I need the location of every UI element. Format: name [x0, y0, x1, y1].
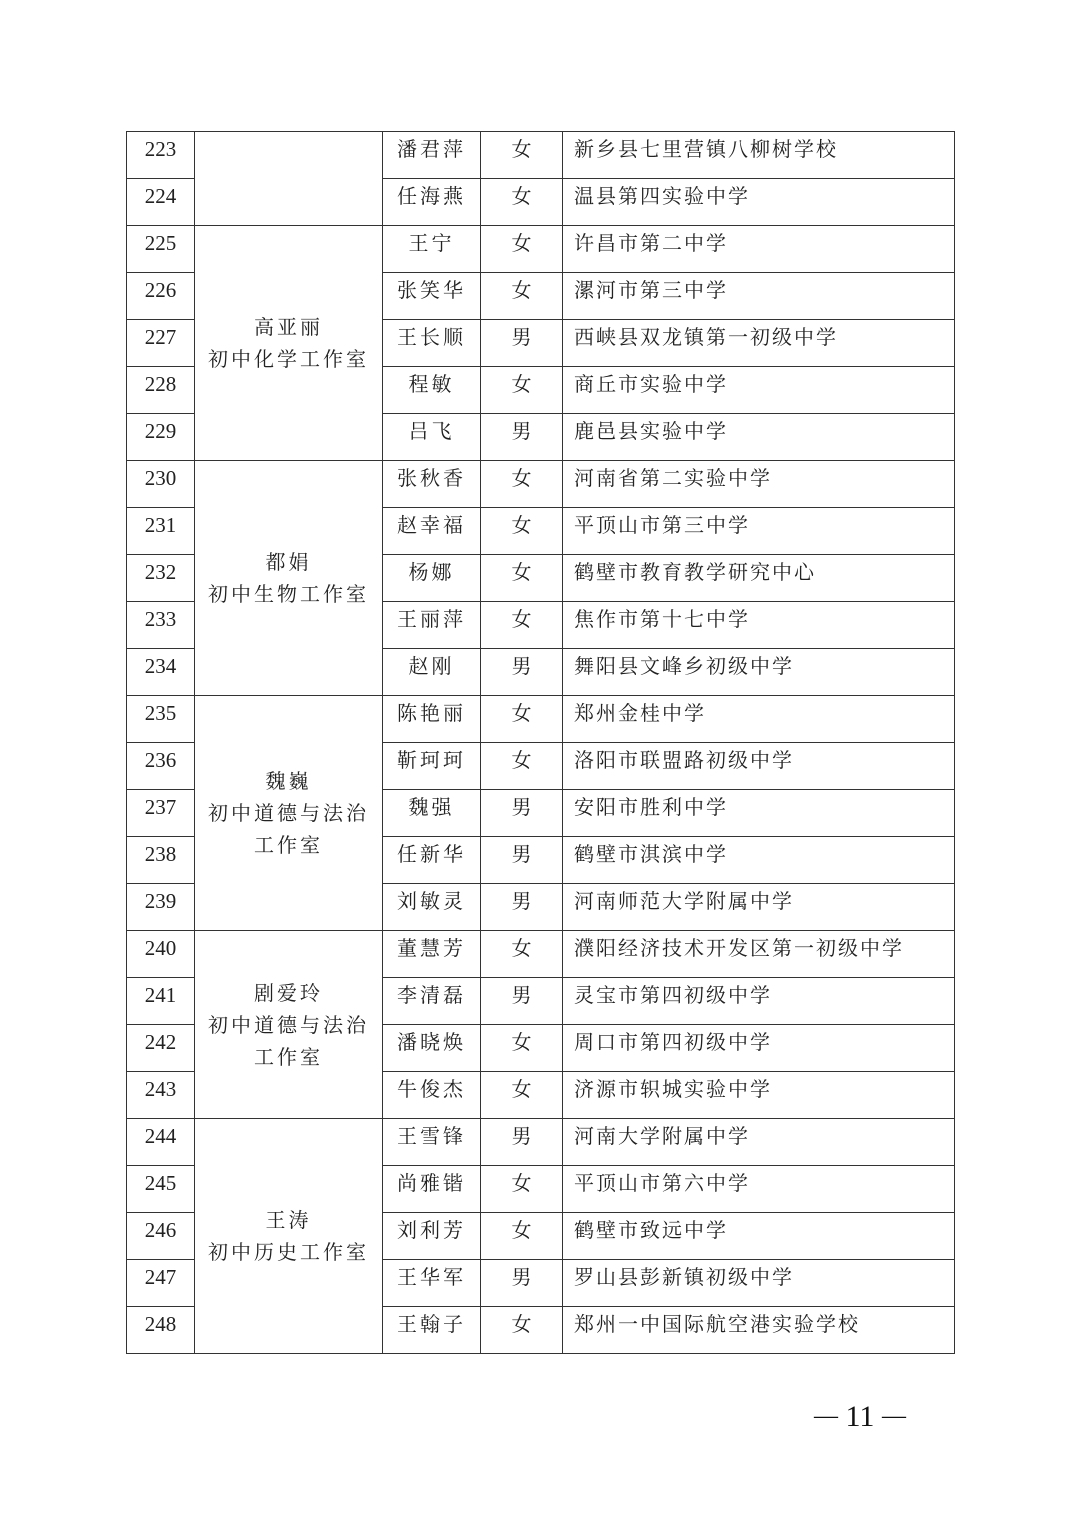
studio-cell	[195, 696, 383, 931]
member-gender: 女	[481, 931, 563, 978]
row-number: 231	[127, 508, 195, 555]
member-school: 济源市轵城实验中学	[563, 1072, 955, 1119]
member-gender: 男	[481, 837, 563, 884]
row-number: 229	[127, 414, 195, 461]
member-school: 郑州一中国际航空港实验学校	[563, 1307, 955, 1354]
member-school: 西峡县双龙镇第一初级中学	[563, 320, 955, 367]
member-gender: 女	[481, 1307, 563, 1354]
member-gender: 女	[481, 1213, 563, 1260]
member-gender: 女	[481, 179, 563, 226]
member-gender: 女	[481, 555, 563, 602]
row-number: 237	[127, 790, 195, 837]
row-number: 226	[127, 273, 195, 320]
member-name: 董慧芳	[383, 931, 481, 978]
member-name: 潘晓焕	[383, 1025, 481, 1072]
member-gender: 男	[481, 978, 563, 1025]
studio-title: 初中生物工作室	[208, 582, 369, 606]
studio-cell	[195, 1119, 383, 1354]
studio-leader: 王涛	[265, 1208, 312, 1232]
table-row	[127, 1119, 955, 1166]
member-name: 王翰子	[383, 1307, 481, 1354]
page-number-dash-left: —	[814, 1403, 839, 1429]
member-name: 魏强	[383, 790, 481, 837]
member-school: 新乡县七里营镇八柳树学校	[563, 132, 955, 179]
studio-cell	[195, 461, 383, 696]
row-number: 230	[127, 461, 195, 508]
studio-leader: 剧爱玲	[254, 980, 323, 1005]
member-name: 王长顺	[383, 320, 481, 367]
studio-title: 初中道德与法治工作室	[208, 801, 369, 857]
member-gender: 女	[481, 1072, 563, 1119]
row-number: 244	[127, 1119, 195, 1166]
member-name: 尚雅锴	[383, 1166, 481, 1213]
row-number: 245	[127, 1166, 195, 1213]
member-name: 王雪锋	[383, 1119, 481, 1166]
member-name: 程敏	[383, 367, 481, 414]
member-gender: 女	[481, 226, 563, 273]
member-gender: 男	[481, 320, 563, 367]
member-school: 鹤壁市教育教学研究中心	[563, 555, 955, 602]
row-number: 241	[127, 978, 195, 1025]
member-gender: 女	[481, 602, 563, 649]
row-number: 233	[127, 602, 195, 649]
roster-table	[126, 131, 955, 1354]
member-gender: 男	[481, 790, 563, 837]
member-gender: 女	[481, 508, 563, 555]
studio-leader: 都娟	[265, 550, 312, 574]
row-number: 238	[127, 837, 195, 884]
row-number: 246	[127, 1213, 195, 1260]
member-gender: 男	[481, 649, 563, 696]
studio-leader: 高亚丽	[254, 315, 323, 339]
studio-title: 初中历史工作室	[208, 1240, 369, 1264]
member-name: 任新华	[383, 837, 481, 884]
member-name: 赵幸福	[383, 508, 481, 555]
member-school: 河南省第二实验中学	[563, 461, 955, 508]
member-school: 焦作市第十七中学	[563, 602, 955, 649]
row-number: 240	[127, 931, 195, 978]
row-number: 223	[127, 132, 195, 179]
member-name: 杨娜	[383, 555, 481, 602]
member-school: 许昌市第二中学	[563, 226, 955, 273]
studio-title: 初中化学工作室	[208, 347, 369, 371]
page-number-value: 11	[845, 1400, 875, 1433]
member-school: 鹤壁市淇滨中学	[563, 837, 955, 884]
row-number: 227	[127, 320, 195, 367]
member-name: 潘君萍	[383, 132, 481, 179]
member-name: 王丽萍	[383, 602, 481, 649]
row-number: 235	[127, 696, 195, 743]
member-gender: 男	[481, 1119, 563, 1166]
member-school: 舞阳县文峰乡初级中学	[563, 649, 955, 696]
member-name: 张笑华	[383, 273, 481, 320]
studio-leader: 魏巍	[265, 769, 312, 793]
member-school: 商丘市实验中学	[563, 367, 955, 414]
row-number: 248	[127, 1307, 195, 1354]
roster-body	[127, 132, 955, 1354]
member-gender: 女	[481, 461, 563, 508]
member-school: 温县第四实验中学	[563, 179, 955, 226]
row-number: 239	[127, 884, 195, 931]
member-gender: 女	[481, 696, 563, 743]
member-school: 平顶山市第六中学	[563, 1166, 955, 1213]
member-gender: 女	[481, 1166, 563, 1213]
row-number: 242	[127, 1025, 195, 1072]
member-name: 王宁	[383, 226, 481, 273]
row-number: 243	[127, 1072, 195, 1119]
member-school: 洛阳市联盟路初级中学	[563, 743, 955, 790]
member-name: 陈艳丽	[383, 696, 481, 743]
member-school: 河南大学附属中学	[563, 1119, 955, 1166]
member-school: 平顶山市第三中学	[563, 508, 955, 555]
row-number: 247	[127, 1260, 195, 1307]
row-number: 225	[127, 226, 195, 273]
member-gender: 男	[481, 884, 563, 931]
member-name: 王华军	[383, 1260, 481, 1307]
member-name: 张秋香	[383, 461, 481, 508]
member-gender: 女	[481, 367, 563, 414]
page-number	[800, 1400, 920, 1440]
studio-cell	[195, 931, 383, 1119]
member-gender: 女	[481, 1025, 563, 1072]
table-row	[127, 696, 955, 743]
member-school: 郑州金桂中学	[563, 696, 955, 743]
member-school: 鹿邑县实验中学	[563, 414, 955, 461]
member-school: 漯河市第三中学	[563, 273, 955, 320]
member-gender: 女	[481, 273, 563, 320]
member-gender: 女	[481, 743, 563, 790]
member-school: 安阳市胜利中学	[563, 790, 955, 837]
row-number: 228	[127, 367, 195, 414]
member-school: 河南师范大学附属中学	[563, 884, 955, 931]
member-name: 吕飞	[383, 414, 481, 461]
member-name: 李清磊	[383, 978, 481, 1025]
member-school: 鹤壁市致远中学	[563, 1213, 955, 1260]
row-number: 234	[127, 649, 195, 696]
table-row	[127, 226, 955, 273]
row-number: 236	[127, 743, 195, 790]
studio-cell	[195, 132, 383, 226]
member-name: 牛俊杰	[383, 1072, 481, 1119]
row-number: 232	[127, 555, 195, 602]
table-row	[127, 461, 955, 508]
page-number-dash-right: —	[881, 1403, 906, 1429]
member-school: 灵宝市第四初级中学	[563, 978, 955, 1025]
member-name: 靳珂珂	[383, 743, 481, 790]
member-gender: 男	[481, 1260, 563, 1307]
table-row	[127, 931, 955, 978]
member-name: 刘利芳	[383, 1213, 481, 1260]
member-school: 罗山县彭新镇初级中学	[563, 1260, 955, 1307]
studio-cell	[195, 226, 383, 461]
member-name: 赵刚	[383, 649, 481, 696]
member-gender: 女	[481, 132, 563, 179]
studio-title: 初中道德与法治工作室	[208, 1012, 369, 1069]
member-name: 刘敏灵	[383, 884, 481, 931]
member-school: 周口市第四初级中学	[563, 1025, 955, 1072]
table-row	[127, 132, 955, 179]
member-gender: 男	[481, 414, 563, 461]
row-number: 224	[127, 179, 195, 226]
member-school: 濮阳经济技术开发区第一初级中学	[563, 931, 955, 978]
member-name: 任海燕	[383, 179, 481, 226]
